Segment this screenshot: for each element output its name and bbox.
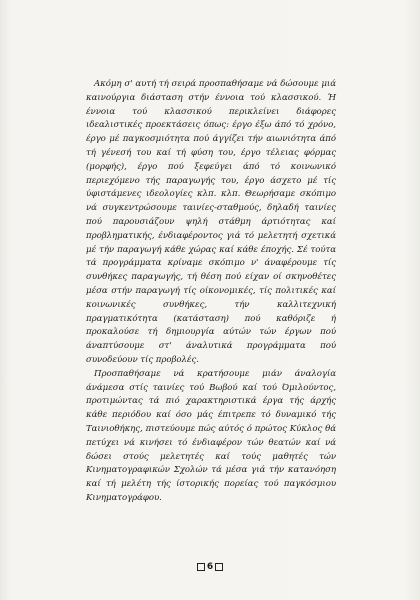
body-text <box>86 78 336 506</box>
paragraph-2: Προσπαθήσαμε νά κρατήσουμε μιάν άναλογία άνάμεσα στίς ταινίες τού Βωβού καί τού Όμιλούντος, προτιμώντας τά πιό χαρακτηριστικά έργα τής άρχής κάθε περιόδου καί όσο μάς έπιτρεπε τό δυναμικό τής Ταινιοθήκης, πιστεύουμε πώς αύτός ό πρώτος Κύκλος θά πετύχει νά κινήσει τό ένδιαφέρον τών θεατών καί νά δώσει στούς μελετητές καί τούς μαθητές τών Κινηματογραφικών Σχολών τά μέσα γιά τήν κατανόηση καί τή μελέτη τής ίστορικής πορείας τού παγκόσμιου Κινηματογράφου. <box>86 368 336 503</box>
page-number <box>0 562 420 572</box>
page-number-value: 6 <box>206 562 214 572</box>
paragraph-1: Ακόμη σ' αυτή τή σειρά προσπαθήσαμε νά δώσουμε μιά καινούργια διάσταση στήν έννοια τού κλασσικού. Ή έννοια τού κλασσικού περικλείνει διάφορες ιδεαλιστικές προεκτάσεις όπως: έργο έξω άπό τό χρόνο, έργο μέ παγκοσμιότητα πού άγγίζει τήν αιωνιότητα άπό τή γένεσή του καί τή φύση του, έργο τέλειας φόρμας (μορφής), έργο πού ξεφεύγει άπό τό κοινωνικό περιεχόμενο τής παραγωγής του, έργο άσχετο μέ τίς ύφιστάμενες ιδεολογίες κλπ. κλπ. Θεωρήσαμε σκόπιμο νά συγκεντρώσουμε ταινίες-σταθμούς, δηλαδή ταινίες πού παρουσιάζουν ψηλή στάθμη άρτιότητας καί προβληματικής, ένδιαφέροντος γιά τό μελετητή σχετικά μέ τήν παραγωγή κάθε χώρας καί κάθε έποχής. Σέ τούτα τά προγράμματα κρίναμε σκόπιμο ν' άναφέρουμε τίς συνθήκες παραγωγής, τή θέση πού είχαν οί σκηνοθέτες μέσα στήν παραγωγή τίς οίκονομικές, τίς πολιτικές καί κοινωνικές συνθήκες, τήν καλλιτεχνική πραγματικότητα (κατάσταση) πού καθόριζε ή προκαλούσε τή δημιουργία αύτών τών έργων πού άναπτύσουμε στ' άναλυτικά προγράμματα πού συνοδεύουν τίς προβολές. <box>86 79 336 365</box>
left-square-ornament-icon <box>197 563 205 571</box>
right-square-ornament-icon <box>215 563 223 571</box>
